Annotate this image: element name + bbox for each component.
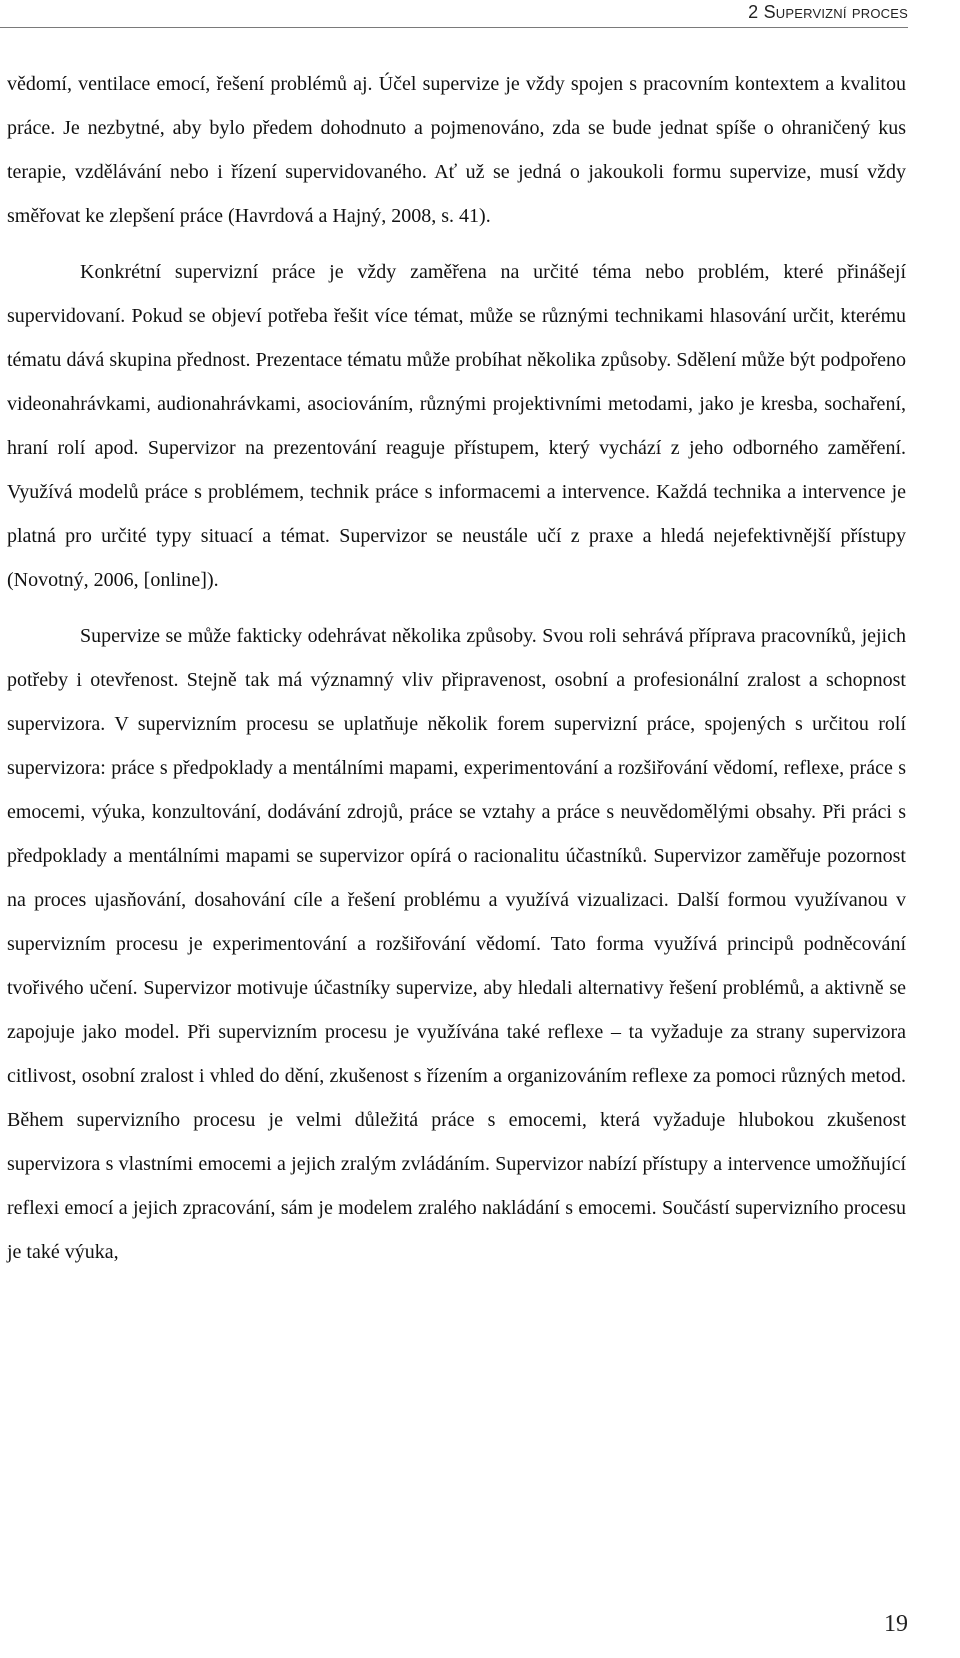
running-header-title: 2 Supervizní proces <box>748 2 908 22</box>
paragraph-continuation: vědomí, ventilace emocí, řešení problémů aj. Účel supervize je vždy spojen s pracovním kontextem a kvalitou práce. Je nezbytné, aby bylo předem dohodnuto a pojmenováno, zda se bude jednat spíše o ohraničený kus terapie, vzdělávání nebo i řízení supervidovaného. Ať už se jedná o jakoukoli formu supervize, musí vždy směřovat ke zlepšení práce (Havrdová a Hajný, 2008, s. 41). <box>7 73 906 227</box>
running-header <box>0 0 908 28</box>
page-number: 19 <box>884 1611 908 1637</box>
paragraph-supervision-forms: Supervize se může fakticky odehrávat několika způsoby. Svou roli sehrává příprava pracovníků, jejich potřeby i otevřenost. Stejně tak má významný vliv připravenost, osobní a profesionální zralost a schopnost supervizora. V supervizním procesu se uplatňuje několik forem supervizní práce, spojených s určitou rolí supervizora: práce s předpoklady a mentálními mapami, experimentování a rozšiřování vědomí, reflexe, práce s emocemi, výuka, konzultování, dodávání zdrojů, práce se vztahy a práce s neuvědomělými obsahy. Při práci s předpoklady a mentálními mapami se supervizor opírá o racionalitu účastníků. Supervizor zaměřuje pozornost na proces ujasňování, dosahování cíle a řešení problému a využívá vizualizaci. Další formou využívanou v supervizním procesu je experimentování a rozšiřování vědomí. Tato forma využívá principů podněcování tvořivého učení. Supervizor motivuje účastníky supervize, aby hledali alternativy řešení problémů, a aktivně se zapojuje jako model. Při supervizním procesu je využívána také reflexe – ta vyžaduje za strany supervizora citlivost, osobní zralost i vhled do dění, zkušenost s řízením a organizováním reflexe za pomoci různých metod. Během supervizního procesu je velmi důležitá práce s emocemi, která vyžaduje hlubokou zkušenost supervizora s vlastními emocemi a jejich zralým zvládáním. Supervizor nabízí přístupy a intervence umožňující reflexi emocí a jejich zpracování, sám je modelem zralého nakládání s emocemi. Součástí supervizního procesu je také výuka, <box>7 625 906 1263</box>
document-body <box>7 62 906 1274</box>
paragraph-supervision-topics: Konkrétní supervizní práce je vždy zaměřena na určité téma nebo problém, které přinášejí supervidovaní. Pokud se objeví potřeba řešit více témat, může se různými technikami hlasování určit, kterému tématu dává skupina přednost. Prezentace tématu může probíhat několika způsoby. Sdělení může být podpořeno videonahrávkami, audionahrávkami, asociováním, různými projektivními metodami, jako je kresba, sochaření, hraní rolí apod. Supervizor na prezentování reaguje přístupem, který vychází z jeho odborného zaměření. Využívá modelů práce s problémem, technik práce s informacemi a intervence. Každá technika a intervence je platná pro určité typy situací a témat. Supervizor se neustále učí z praxe a hledá nejefektivnější přístupy (Novotný, 2006, [online]). <box>7 261 906 591</box>
